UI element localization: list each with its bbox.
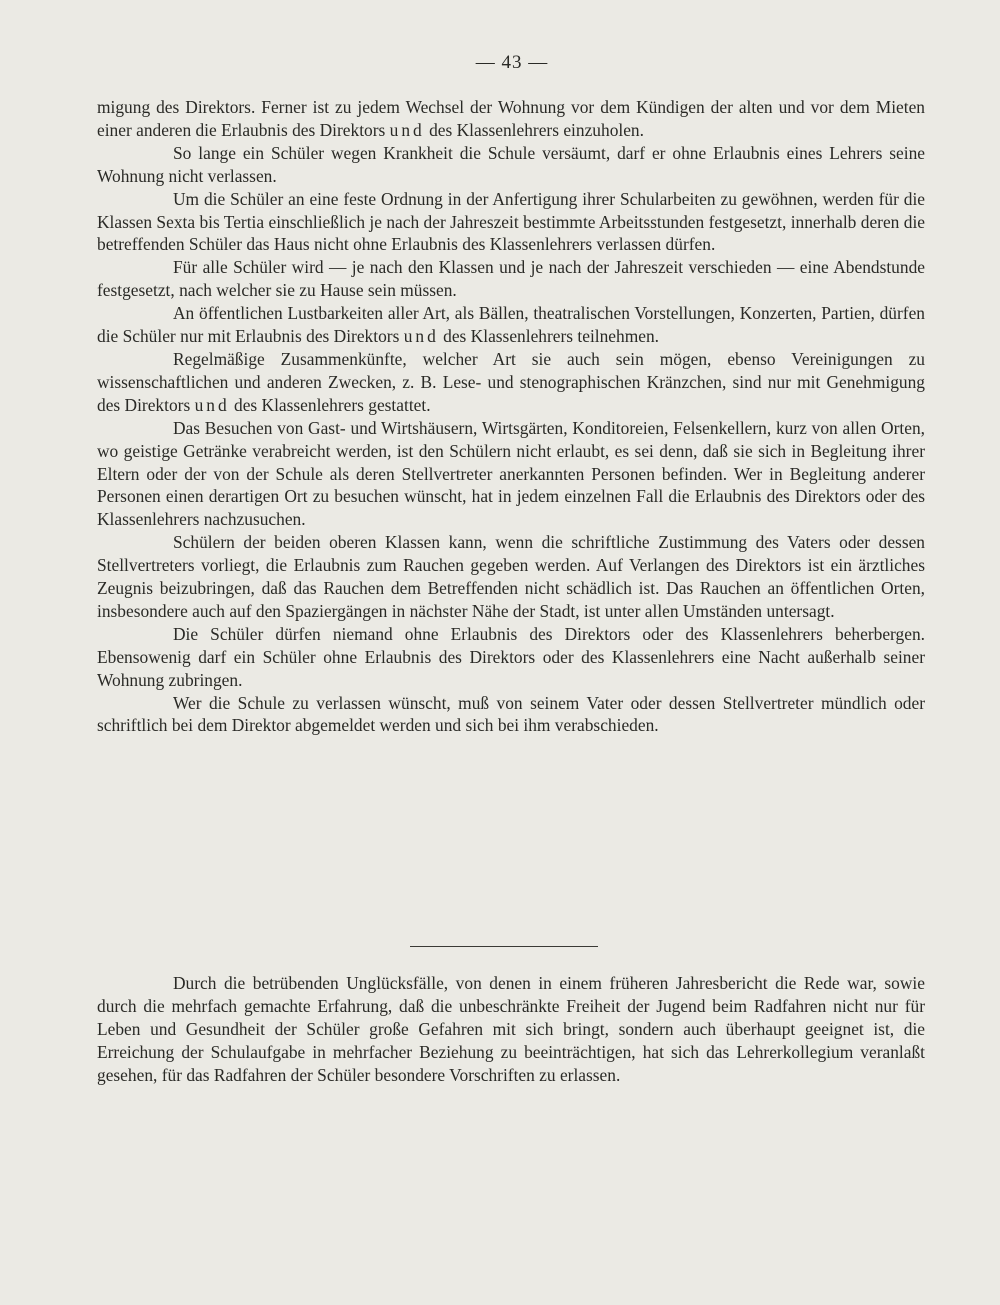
paragraph: An öffentlichen Lustbarkeiten aller Art, als Bällen, theatralischen Vorstellungen, Konzerten, Partien, dürfen die Schüler nur mit Erlaubnis des Direktors und des Klassenlehrers teilnehmen. <box>97 303 925 347</box>
paragraph: Um die Schüler an eine feste Ordnung in der Anfertigung ihrer Schularbeiten zu gewöhnen, werden für die Klassen Sexta bis Tertia einschließlich je nach der Jahreszeit bestimmte Arbeitsstunden festgesetzt, innerhalb deren die betreffenden Schüler das Haus nicht ohne Erlaubnis des Klassenlehrers verlassen dürfen. <box>97 188 925 255</box>
paragraph: Für alle Schüler wird — je nach den Klassen und je nach der Jahreszeit verschieden — eine Abendstunde festgesetzt, nach welcher sie zu Hause sein müssen. <box>97 257 925 301</box>
page-number: — 43 — <box>475 52 549 73</box>
paragraph: Wer die Schule zu verlassen wünscht, muß von seinem Vater oder dessen Stellvertreter mündlich oder schriftlich bei dem Direktor abgemeldet werden und sich bei ihm verabschieden. <box>97 692 925 736</box>
rules-section <box>97 96 925 737</box>
paragraph: Schülern der beiden oberen Klassen kann, wenn die schriftliche Zustimmung des Vaters oder dessen Stellvertreters vorliegt, die Erlaubnis zum Rauchen gegeben werden. Auf Verlangen des Direktors ist ein ärztliches Zeugnis beizubringen, daß das Rauchen dem Betreffenden nicht schädlich ist. Das Rauchen an öffentlichen Orten, insbesondere auch auf den Spaziergängen in nächster Nähe der Stadt, ist unter allen Umständen untersagt. <box>97 532 925 621</box>
cycling-section <box>97 972 925 1087</box>
paragraph: Durch die betrübenden Unglücksfälle, von denen in einem früheren Jahresbericht die Rede war, sowie durch die mehrfach gemachte Erfahrung, daß die unbeschränkte Freiheit der Jugend beim Radfahren nicht nur für Leben und Gesundheit der Schüler große Gefahren mit sich bringt, sondern auch überhaupt geeignet ist, die Erreichung der Schulaufgabe in mehrfacher Beziehung zu beeinträchtigen, hat sich das Lehrerkollegium veranlaßt gesehen, für das Radfahren der Schüler besondere Vorschriften zu erlassen. <box>97 973 925 1085</box>
emphasis-und: und <box>389 119 425 140</box>
paragraph: migung des Direktors. Ferner ist zu jedem Wechsel der Wohnung vor dem Kündigen der alten und vor dem Mieten einer anderen die Erlaubnis des Direktors und des Klassenlehrers einzuholen. <box>97 97 925 140</box>
paragraph: Das Besuchen von Gast- und Wirtshäusern, Wirtsgärten, Konditoreien, Felsenkellern, kurz von allen Orten, wo geistige Getränke verabreicht werden, ist den Schülern nicht erlaubt, es sei denn, daß sie sich in Begleitung ihrer Eltern oder der von der Schule als deren Stellvertreter anerkannten Personen befinden. Wer in Begleitung anderer Personen einen derartigen Ort zu besuchen wünscht, hat in jedem einzelnen Fall die Erlaubnis des Direktors oder des Klassenlehrers nachzusuchen. <box>97 417 925 530</box>
emphasis-und: und <box>403 326 439 347</box>
paragraph: So lange ein Schüler wegen Krankheit die Schule versäumt, darf er ohne Erlaubnis eines Lehrers seine Wohnung nicht verlassen. <box>97 142 925 186</box>
paragraph: Die Schüler dürfen niemand ohne Erlaubnis des Direktors oder des Klassenlehrers beherbergen. Ebensowenig darf ein Schüler ohne Erlaubnis des Direktors oder des Klassenlehrers eine Nacht außerhalb seiner Wohnung zubringen. <box>97 623 925 690</box>
section-divider <box>410 946 598 947</box>
emphasis-und: und <box>194 394 230 415</box>
paragraph: Regelmäßige Zusammenkünfte, welcher Art sie auch sein mögen, ebenso Vereinigungen zu wissenschaftlichen und anderen Zwecken, z. B. Lese- und stenographischen Kränzchen, sind nur mit Genehmigung des Direktors und des Klassenlehrers gestattet. <box>97 348 925 415</box>
